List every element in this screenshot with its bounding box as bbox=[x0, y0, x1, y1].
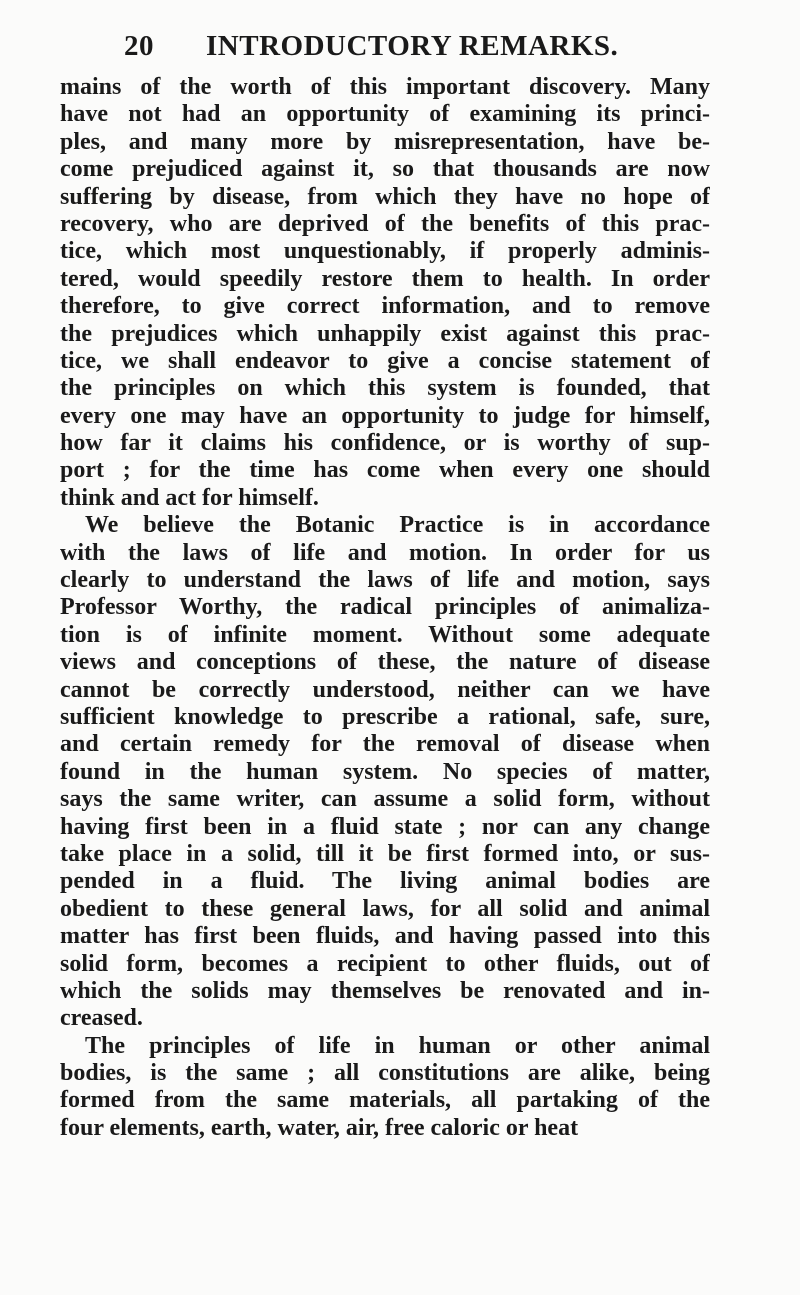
text-line: We believe the Botanic Practice is in accordance bbox=[85, 512, 710, 539]
running-title: INTRODUCTORY REMARKS. bbox=[206, 30, 619, 62]
text-line: The principles of life in human or other animal bbox=[85, 1032, 710, 1059]
text-line: the prejudices which unhappily exist against this prac- bbox=[60, 320, 710, 347]
text-line: the principles on which this system is founded, that bbox=[60, 375, 710, 402]
text-line: matter has first been fluids, and having passed into this bbox=[60, 923, 710, 950]
text-line: tice, which most unquestionably, if properly adminis- bbox=[60, 238, 710, 265]
text-line: think and act for himself. bbox=[60, 484, 319, 511]
text-line: and certain remedy for the removal of disease when bbox=[60, 731, 710, 758]
text-line: pended in a fluid. The living animal bodies are bbox=[60, 868, 710, 895]
text-line: says the same writer, can assume a solid form, without bbox=[60, 786, 710, 813]
text-line: clearly to understand the laws of life and motion, says bbox=[60, 567, 710, 594]
text-line: port ; for the time has come when every one should bbox=[60, 457, 710, 484]
text-line: bodies, is the same ; all constitutions are alike, being bbox=[60, 1060, 710, 1087]
text-line: solid form, becomes a recipient to other fluids, out of bbox=[60, 950, 710, 977]
text-line: take place in a solid, till it be first formed into, or sus- bbox=[60, 840, 710, 867]
running-head bbox=[124, 30, 724, 70]
text-line: four elements, earth, water, air, free caloric or heat bbox=[60, 1114, 579, 1141]
text-line: every one may have an opportunity to judge for himself, bbox=[60, 402, 710, 429]
text-line: sufficient knowledge to prescribe a rational, safe, sure, bbox=[60, 703, 710, 730]
text-line: tice, we shall endeavor to give a concise statement of bbox=[60, 347, 710, 374]
text-line: tion is of infinite moment. Without some adequate bbox=[60, 621, 710, 648]
text-line: having first been in a fluid state ; nor can any change bbox=[60, 813, 710, 840]
text-line: have not had an opportunity of examining its princi- bbox=[60, 101, 710, 128]
text-line: ples, and many more by misrepresentation, have be- bbox=[60, 128, 710, 155]
text-line: obedient to these general laws, for all solid and animal bbox=[60, 895, 710, 922]
text-line: come prejudiced against it, so that thousands are now bbox=[60, 156, 710, 183]
text-line: mains of the worth of this important discovery. Many bbox=[60, 74, 710, 100]
text-line: which the solids may themselves be renovated and in- bbox=[60, 977, 710, 1004]
text-line: therefore, to give correct information, and to remove bbox=[60, 293, 710, 320]
text-line: found in the human system. No species of matter, bbox=[60, 758, 710, 785]
text-line: tered, would speedily restore them to health. In order bbox=[60, 265, 710, 292]
body-text bbox=[60, 74, 710, 1142]
page-number: 20 bbox=[124, 30, 154, 62]
text-line: with the laws of life and motion. In order for us bbox=[60, 539, 710, 566]
text-line: recovery, who are deprived of the benefits of this prac- bbox=[60, 210, 710, 237]
text-line: creased. bbox=[60, 1005, 143, 1032]
text-line: cannot be correctly understood, neither can we have bbox=[60, 676, 710, 703]
text-line: suffering by disease, from which they have no hope of bbox=[60, 183, 710, 210]
text-line: views and conceptions of these, the nature of disease bbox=[60, 649, 710, 676]
text-line: formed from the same materials, all partaking of the bbox=[60, 1087, 710, 1114]
text-line: Professor Worthy, the radical principles of animaliza- bbox=[60, 594, 710, 621]
text-line: how far it claims his confidence, or is worthy of sup- bbox=[60, 430, 710, 457]
